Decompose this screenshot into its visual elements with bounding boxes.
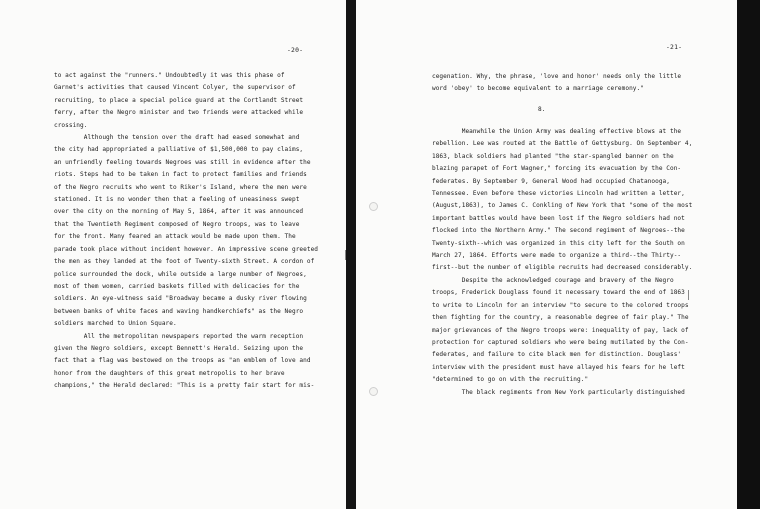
right-page (356, 0, 737, 509)
text-line: champions," the Herald declared: "This is a pretty fair start for mis- (54, 382, 315, 390)
text-line: "determined to go on with the recruiting." (432, 376, 589, 384)
text-line: word 'obey' to become equivalent to a marriage ceremony." (432, 85, 644, 93)
text-line: Garnet's activities that caused Vincent Colyer, the supervisor of (54, 84, 296, 92)
text-line: flocked into the Northern Army." The second regiment of Negroes--the (432, 227, 685, 235)
scan-border (737, 0, 760, 509)
text-line: soldiers. An eye-witness said "Broadway became a dusky river flowing (54, 295, 307, 303)
text-line: Although the tension over the draft had eased somewhat and (54, 134, 300, 142)
text-line: fact that a flag was bestowed on the troops as "an emblem of love and (54, 357, 311, 365)
text-line: cegenation. Why, the phrase, 'love and honor' needs only the little (432, 73, 682, 80)
text-line: recruiting, to place a special police guard at the Cortlandt Street (54, 96, 304, 104)
text-line: to write to Lincoln for an interview "to secure to the colored troops (432, 301, 689, 309)
text-line: an unfriendly feeling towards Negroes was still in evidence after the (54, 158, 311, 166)
text-line: blazing parapet of Fort Wagner," forcing its evacuation by the Con- (432, 165, 682, 173)
text-line: soldiers marched to Union Square. (54, 320, 177, 328)
right-page-continuation (432, 71, 681, 96)
left-page (0, 0, 346, 509)
text-line: the city had appropriated a palliative of $1,500,000 to pay claims, (54, 146, 304, 154)
text-line: Meanwhile the Union Army was dealing effective blows at the (432, 128, 682, 135)
text-line: parade took place without incident however. An impressive scene greeted (54, 245, 319, 253)
text-line: important battles would have been lost if the Negro soldiers had not (432, 214, 685, 222)
book-gutter (346, 0, 356, 509)
text-line: All the metropolitan newspapers reported the warm reception (54, 332, 304, 340)
text-line: honor from the daughters of this great metropolis to her brave (54, 369, 285, 377)
text-line: for the front. Many feared an attack would be made upon them. The (54, 233, 296, 241)
text-line: 1863, black soldiers had planted "the star-spangled banner on the (432, 152, 674, 160)
text-line: Twenty-sixth--which was organized in this city left for the South on (432, 239, 685, 247)
text-line: federates. By September 9, General Wood had occupied Chatanooga, (432, 177, 670, 185)
text-line: that the Twentieth Regiment composed of Negro troops, was to leave (54, 220, 300, 228)
text-line: stationed. It is no wonder then that a feeling of uneasiness swept (54, 196, 300, 204)
text-line: rebellion. Lee was routed at the Battle of Gettysburg. On September 4, (432, 140, 693, 148)
text-line: to act against the "runners." Undoubtedly it was this phase of (54, 72, 285, 79)
text-line: Tennessee. Even before these victories Lincoln had written a letter, (432, 190, 685, 198)
page-number-left: -20- (287, 46, 304, 54)
text-line: major grievances of the Negro troops were: inequality of pay, lack of (432, 326, 689, 334)
text-line: troops, Frederick Douglass found it necessary toward the end of 1863 (432, 289, 685, 297)
text-line: first--but the number of eligible recruits had decreased considerably. (432, 264, 693, 272)
text-line: Despite the acknowledged courage and bravery of the Negro (432, 276, 674, 284)
text-line: most of them women, carried baskets filled with delicacies for the (54, 282, 300, 290)
text-line: between banks of white faces and waving handkerchiefs" as the Negro (54, 307, 304, 315)
text-line: The black regiments from New York particularly distinguished (432, 388, 685, 396)
punch-hole (369, 387, 378, 396)
page-number-right: -21- (666, 43, 683, 51)
margin-mark (688, 290, 689, 300)
text-line: federates, and failure to cite black men for distinction. Douglass' (432, 351, 682, 359)
text-line: then fighting for the country, a reasonable degree of fair play." The (432, 314, 689, 322)
right-page-body (432, 126, 692, 399)
text-line: given the Negro soldiers, except Bennett's Herald. Seizing upon the (54, 344, 304, 352)
text-line: the men as they landed at the foot of Twenty-sixth Street. A cordon of (54, 258, 315, 266)
text-line: of the Negro recruits who went to Riker's Island, where the men were (54, 183, 307, 191)
text-line: (August,1863), to James C. Conkling of New York that "some of the most (432, 202, 693, 210)
text-line: March 27, 1864. Efforts were made to organize a third--the Thirty-- (432, 252, 682, 260)
section-number: 8. (538, 106, 546, 113)
text-line: police surrounded the dock, while outside a large number of Negroes, (54, 270, 307, 278)
text-line: over the city on the morning of May 5, 1864, after it was announced (54, 208, 304, 216)
text-line: riots. Steps had to be taken in fact to protect families and friends (54, 171, 307, 179)
punch-hole (369, 202, 378, 211)
text-line: interview with the president must have allayed his fears for he left (432, 363, 685, 371)
text-line: protection for captured soldiers who were being mutilated by the Con- (432, 338, 689, 346)
text-line: ferry, after the Negro minister and two friends were attacked while (54, 109, 304, 117)
left-page-body (54, 70, 318, 393)
text-line: crossing. (54, 121, 88, 129)
